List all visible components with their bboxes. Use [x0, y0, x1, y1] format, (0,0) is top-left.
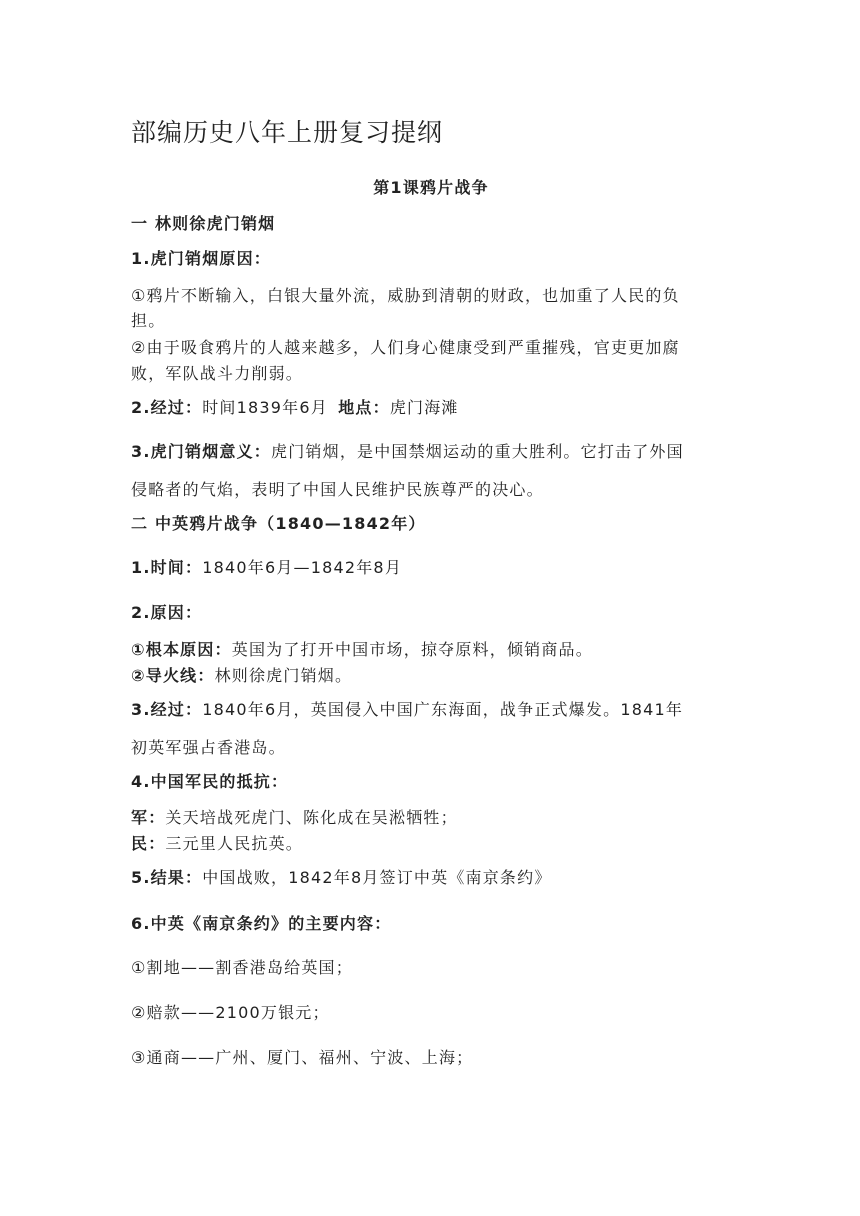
treaty-item-3: ③通商——广州、厦门、福州、宁波、上海；: [131, 1048, 474, 1067]
process-label: 2.经过：: [131, 398, 203, 417]
war-course-line-1: [131, 700, 683, 720]
location-label: 地点：: [338, 398, 390, 417]
significance-label: 3.虎门销烟意义：: [131, 442, 272, 461]
cause-reason-2-line-1: ②由于吸食鸦片的人越来越多，人们身心健康受到严重摧残，官吏更加腐: [131, 338, 680, 357]
root-cause-line: [131, 640, 593, 660]
war-course-text-1: 1840年6月，英国侵入中国广东海面，战争正式爆发。1841年: [202, 700, 684, 719]
significance-line-1: [131, 442, 684, 462]
war-course-label: 3.经过：: [131, 700, 203, 719]
root-cause-label: ①根本原因：: [131, 640, 232, 659]
item-label-cause: 1.虎门销烟原因：: [131, 249, 272, 268]
resistance-label: 4.中国军民的抵抗：: [131, 772, 289, 791]
fuse-text: 林则徐虎门销烟。: [214, 666, 353, 685]
document-title: 部编历史八年上册复习提纲: [131, 118, 444, 147]
treaty-label: 6.中英《南京条约》的主要内容：: [131, 914, 392, 933]
significance-text-1: 虎门销烟，是中国禁烟运动的重大胜利。它打击了外国: [271, 442, 684, 461]
result-text: 中国战败，1842年8月签订中英《南京条约》: [202, 868, 552, 887]
army-line: [131, 808, 458, 828]
war-time-text: 1840年6月—1842年8月: [202, 558, 403, 577]
fuse-line: [131, 666, 352, 686]
process-time: 时间1839年6月: [202, 398, 328, 417]
lesson-title: 第1课鸦片战争: [373, 178, 489, 197]
treaty-item-2: ②赔款——2100万银元；: [131, 1003, 330, 1022]
section-heading-1: 一 林则徐虎门销烟: [131, 214, 276, 233]
war-cause-label: 2.原因：: [131, 603, 203, 622]
people-text: 三元里人民抗英。: [165, 834, 304, 853]
result-label: 5.结果：: [131, 868, 203, 887]
section-heading-2: 二 中英鸦片战争（1840—1842年）: [131, 514, 426, 533]
root-cause-text: 英国为了打开中国市场，掠夺原料，倾销商品。: [231, 640, 593, 659]
result-line: [131, 868, 552, 888]
war-course-line-2: 初英军强占香港岛。: [131, 738, 286, 757]
war-time-label: 1.时间：: [131, 558, 203, 577]
army-label: 军：: [131, 808, 166, 827]
location-text: 虎门海滩: [389, 398, 459, 417]
cause-reason-1-line-2: 担。: [131, 311, 166, 330]
war-time-line: [131, 558, 402, 578]
people-label: 民：: [131, 834, 166, 853]
significance-line-2: 侵略者的气焰，表明了中国人民维护民族尊严的决心。: [131, 480, 544, 499]
fuse-label: ②导火线：: [131, 666, 215, 685]
process-line: [131, 398, 459, 418]
treaty-item-1: ①割地——割香港岛给英国；: [131, 958, 353, 977]
cause-reason-1-line-1: ①鸦片不断输入，白银大量外流，威胁到清朝的财政，也加重了人民的负: [131, 286, 680, 305]
cause-reason-2-line-2: 败，军队战斗力削弱。: [131, 364, 304, 383]
people-line: [131, 834, 303, 854]
army-text: 关天培战死虎门、陈化成在吴淞牺牲；: [165, 808, 458, 827]
